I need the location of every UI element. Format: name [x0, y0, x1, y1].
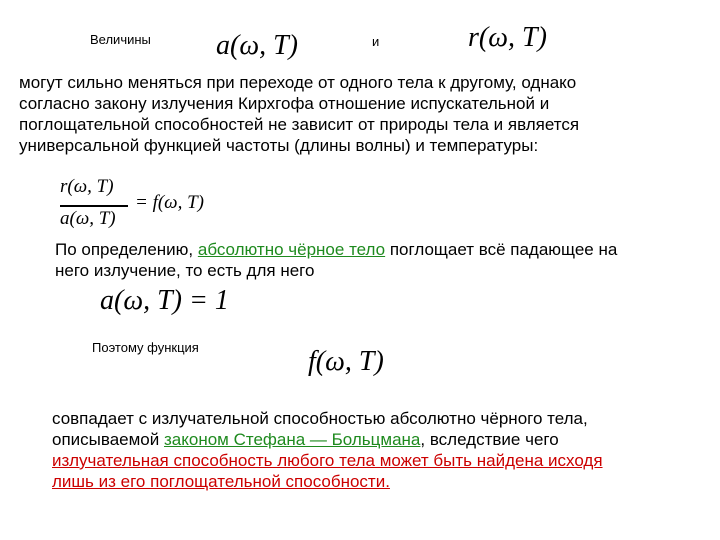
highlight-line: излучательная способность любого тела может быть найдена исходя: [52, 451, 603, 470]
formula-blackbody: a(ω, T) = 1: [100, 285, 229, 316]
formula-absorptivity: a(ω, T): [216, 30, 298, 61]
text-suffix: поглощает всё падающее на: [385, 240, 618, 259]
text-prefix: По определению,: [55, 240, 198, 259]
text-line: согласно закону излучения Кирхгофа отношение испускательной и: [19, 94, 550, 113]
paragraph-conclusion: [52, 408, 603, 492]
highlight-line: лишь из его поглощательной способности.: [52, 472, 390, 491]
text-suffix: , вследствие чего: [420, 430, 559, 449]
text-prefix: описываемой: [52, 430, 164, 449]
text-line: совпадает с излучательной способностью абсолютно чёрного тела,: [52, 409, 588, 428]
fraction-denominator: a(ω, T): [60, 208, 116, 229]
word-and: и: [372, 34, 380, 49]
text-line: поглощательной способностей не зависит от природы тела и является: [19, 115, 580, 134]
fraction-bar: [60, 205, 128, 207]
text-line: универсальной функцией частоты (длины волны) и температуры:: [19, 136, 539, 155]
fraction-numerator: r(ω, T): [60, 176, 114, 197]
text-line: [52, 429, 603, 450]
kirchhoff-formula: [60, 176, 230, 236]
therefore-label: Поэтому функция: [92, 340, 199, 355]
link-stefan-boltzmann[interactable]: законом Стефана — Больцмана: [164, 430, 421, 449]
formula-emissivity: r(ω, T): [468, 22, 547, 53]
text-line: могут сильно меняться при переходе от одного тела к другому, однако: [19, 73, 577, 92]
word-values: Величины: [90, 32, 151, 47]
link-black-body[interactable]: абсолютно чёрное тело: [197, 240, 386, 259]
paragraph-kirchhoff: [19, 72, 579, 156]
formula-function: f(ω, T): [308, 346, 384, 377]
highlight-line-wrap: [52, 471, 603, 492]
paragraph-definition: [55, 239, 617, 281]
text-line: [55, 239, 617, 260]
formula-rhs: = f(ω, T): [135, 192, 204, 213]
text-line: него излучение, то есть для него: [55, 261, 315, 280]
